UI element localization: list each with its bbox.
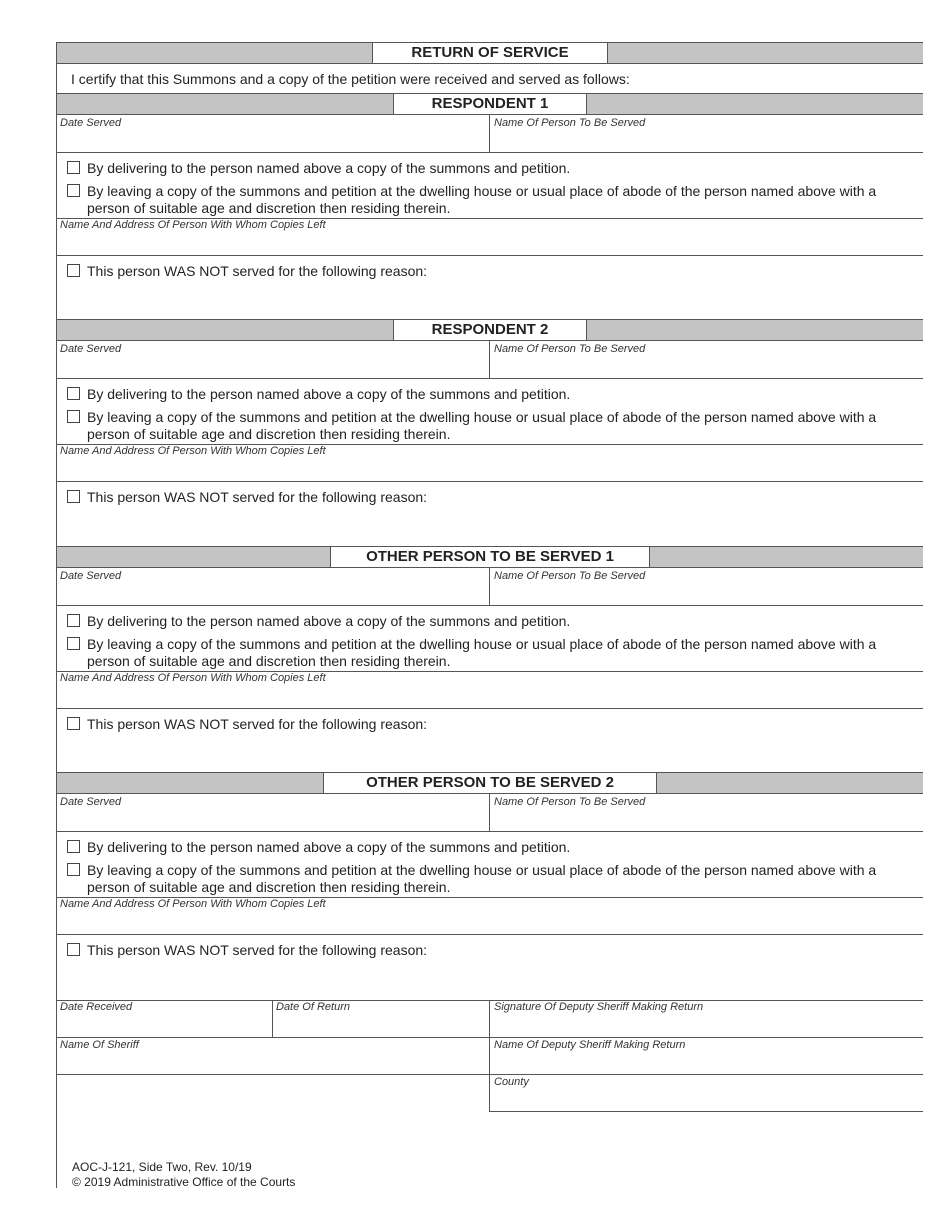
- name-address-label: Name And Address Of Person With Whom Copies Left: [60, 219, 326, 231]
- name-person-label: Name Of Person To Be Served: [494, 570, 646, 582]
- section-bar: [57, 93, 923, 115]
- signature-label: Signature Of Deputy Sheriff Making Return: [494, 1001, 704, 1013]
- section-bar: [57, 772, 923, 794]
- certify-text: I certify that this Summons and a copy of the petition were received and served as follows:: [71, 71, 630, 87]
- leave-text: By leaving a copy of the summons and petition at the dwelling house or usual place of abode of the person named above with a person of suitable age and discretion then residing therein.: [87, 409, 877, 442]
- not-served-text: This person WAS NOT served for the following reason:: [87, 942, 428, 958]
- leave-text: By leaving a copy of the summons and petition at the dwelling house or usual place of abode of the person named above with a person of suitable age and discretion then residing therein.: [87, 636, 877, 669]
- leave-text: By leaving a copy of the summons and petition at the dwelling house or usual place of abode of the person named above with a person of suitable age and discretion then residing therein.: [87, 862, 877, 895]
- section-bar: [57, 546, 923, 568]
- date-served-label: Date Served: [60, 117, 122, 129]
- date-served-label: Date Served: [60, 796, 122, 808]
- section-title: RESPONDENT 1: [393, 93, 587, 115]
- section-title: OTHER PERSON TO BE SERVED 2: [323, 772, 657, 794]
- name-address-label: Name And Address Of Person With Whom Copies Left: [60, 898, 326, 910]
- sheriff-label: Name Of Sheriff: [60, 1039, 139, 1051]
- name-person-label: Name Of Person To Be Served: [494, 796, 646, 808]
- not-served-text: This person WAS NOT served for the following reason:: [87, 716, 428, 732]
- not-served-checkbox[interactable]: [67, 264, 80, 277]
- date-served-label: Date Served: [60, 343, 122, 355]
- title-bar: [57, 42, 923, 64]
- not-served-text: This person WAS NOT served for the following reason:: [87, 489, 428, 505]
- copyright: © 2019 Administrative Office of the Courts: [72, 1175, 296, 1189]
- deliver-checkbox[interactable]: [67, 614, 80, 627]
- not-served-checkbox[interactable]: [67, 943, 80, 956]
- deliver-text: By delivering to the person named above a copy of the summons and petition.: [87, 160, 571, 176]
- section-bar: [57, 319, 923, 341]
- leave-checkbox[interactable]: [67, 637, 80, 650]
- deliver-checkbox[interactable]: [67, 387, 80, 400]
- name-person-label: Name Of Person To Be Served: [494, 343, 646, 355]
- name-address-label: Name And Address Of Person With Whom Copies Left: [60, 445, 326, 457]
- section-title: RESPONDENT 2: [393, 319, 587, 341]
- not-served-text: This person WAS NOT served for the following reason:: [87, 263, 428, 279]
- name-person-label: Name Of Person To Be Served: [494, 117, 646, 129]
- form-frame: [56, 42, 923, 1188]
- deputy-name-label: Name Of Deputy Sheriff Making Return: [494, 1039, 686, 1051]
- leave-text: By leaving a copy of the summons and petition at the dwelling house or usual place of abode of the person named above with a person of suitable age and discretion then residing therein.: [87, 183, 877, 216]
- not-served-checkbox[interactable]: [67, 717, 80, 730]
- deliver-text: By delivering to the person named above a copy of the summons and petition.: [87, 386, 571, 402]
- name-address-label: Name And Address Of Person With Whom Copies Left: [60, 672, 326, 684]
- leave-checkbox[interactable]: [67, 184, 80, 197]
- leave-checkbox[interactable]: [67, 410, 80, 423]
- deliver-text: By delivering to the person named above a copy of the summons and petition.: [87, 613, 571, 629]
- leave-checkbox[interactable]: [67, 863, 80, 876]
- page-title: RETURN OF SERVICE: [372, 42, 608, 64]
- deliver-text: By delivering to the person named above a copy of the summons and petition.: [87, 839, 571, 855]
- date-served-label: Date Served: [60, 570, 122, 582]
- county-label: County: [494, 1076, 529, 1088]
- deliver-checkbox[interactable]: [67, 840, 80, 853]
- date-received-label: Date Received: [60, 1001, 133, 1013]
- date-return-label: Date Of Return: [276, 1001, 350, 1013]
- form-number: AOC-J-121, Side Two, Rev. 10/19: [72, 1160, 252, 1174]
- deliver-checkbox[interactable]: [67, 161, 80, 174]
- section-title: OTHER PERSON TO BE SERVED 1: [330, 546, 650, 568]
- not-served-checkbox[interactable]: [67, 490, 80, 503]
